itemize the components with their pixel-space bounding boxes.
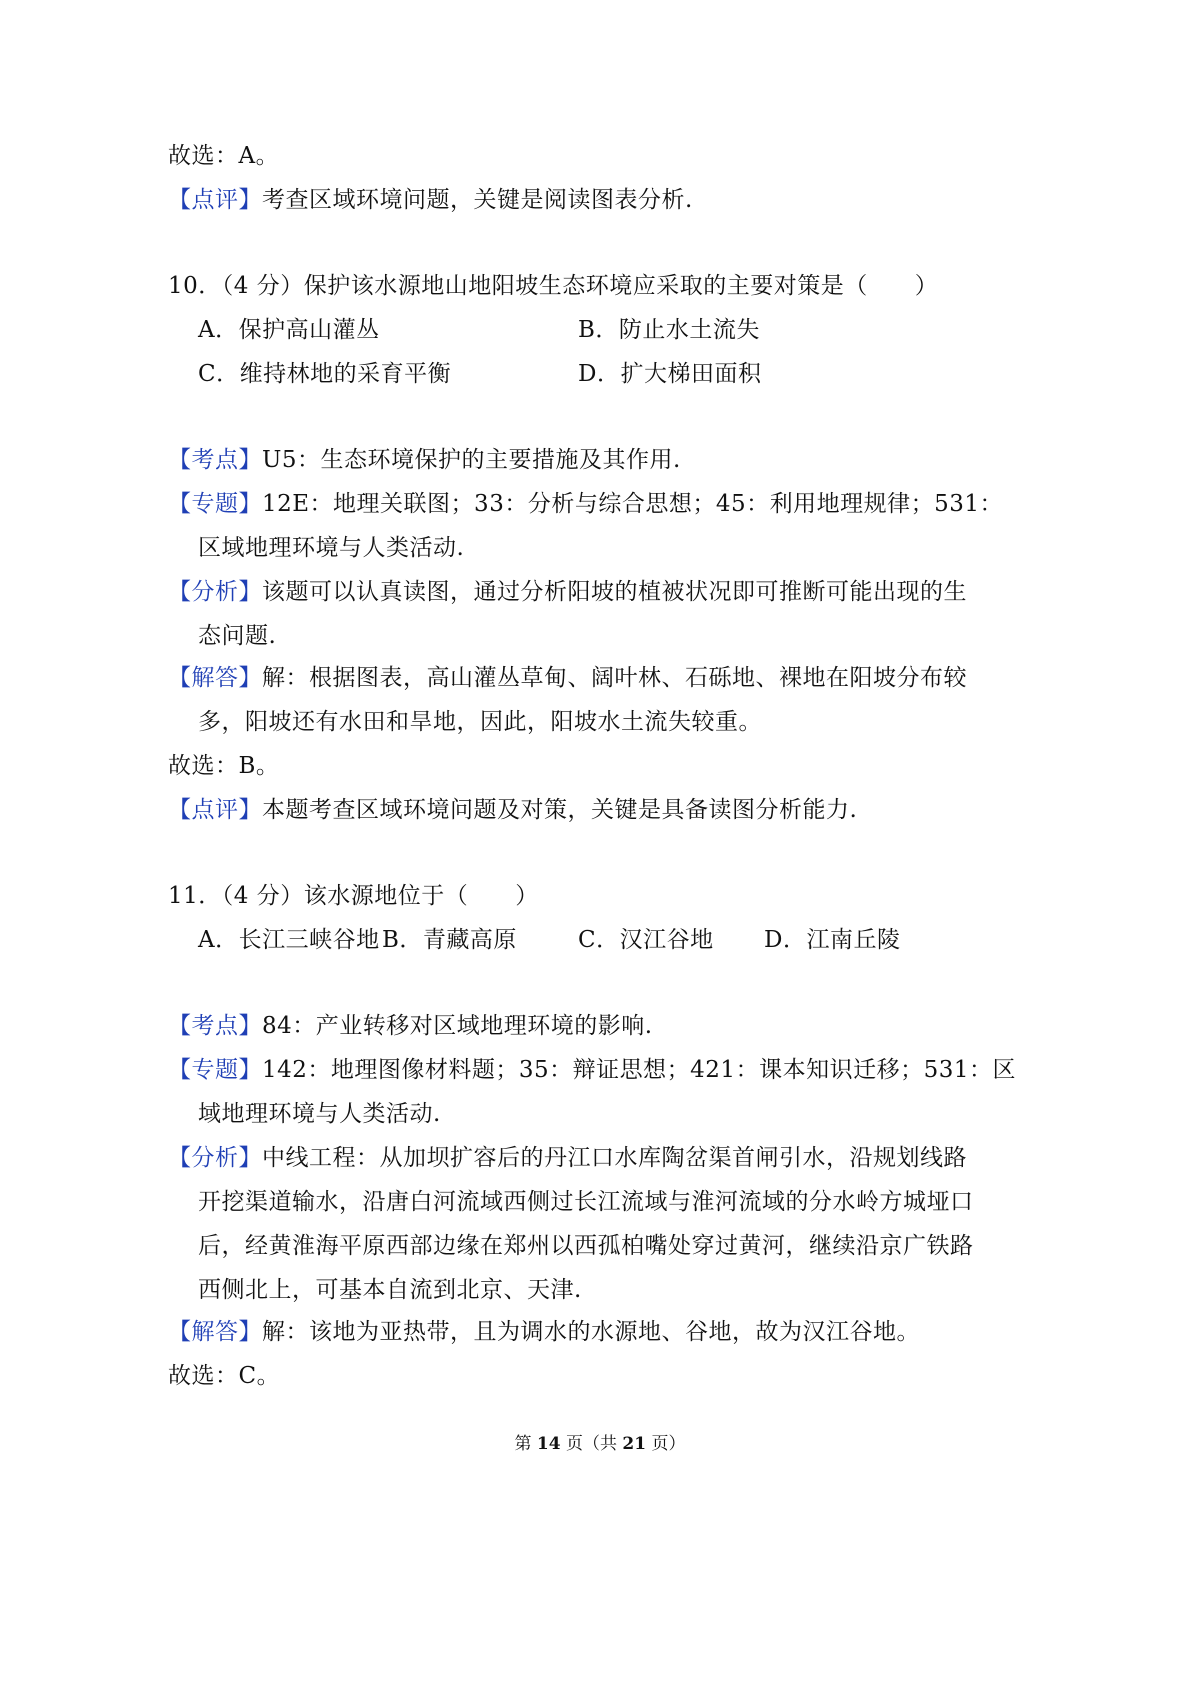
- fenxi-tag: 【分析】: [168, 1145, 262, 1171]
- q10-option-a: A．保护高山灌丛: [198, 317, 380, 343]
- q11-fenxi: [168, 1142, 967, 1174]
- page-total: 21: [622, 1434, 647, 1454]
- q11-zhuanti: [168, 1054, 1016, 1086]
- kaodian-tag: 【考点】: [168, 1013, 262, 1039]
- fenxi-tag: 【分析】: [168, 579, 262, 605]
- q11-fenxi-cont-3: 西侧北上，可基本自流到北京、天津.: [198, 1277, 582, 1303]
- answer-q9: 故选：A。: [168, 143, 280, 169]
- page-footer: [0, 1432, 1200, 1456]
- q11-option-b: B．青藏高原: [382, 927, 517, 953]
- review-tag: 【点评】: [168, 797, 262, 823]
- q11-kaodian: [168, 1010, 653, 1042]
- review-text: 本题考查区域环境问题及对策，关键是具备读图分析能力.: [262, 797, 858, 823]
- page-number: 14: [536, 1434, 561, 1454]
- q10-option-c: C．维持林地的采育平衡: [198, 361, 452, 387]
- footer-suffix: 页）: [651, 1434, 686, 1454]
- q11-option-a: A．长江三峡谷地: [198, 927, 380, 953]
- footer-prefix: 第: [514, 1434, 532, 1454]
- kaodian-tag: 【考点】: [168, 447, 262, 473]
- zhuanti-text: 142：地理图像材料题；35：辩证思想；421：课本知识迁移；531：区: [262, 1057, 1016, 1083]
- zhuanti-tag: 【专题】: [168, 491, 262, 517]
- review-tag: 【点评】: [168, 187, 262, 213]
- q11-jieda: [168, 1316, 920, 1348]
- q11-fenxi-cont-2: 后，经黄淮海平原西部边缘在郑州以西孤柏嘴处穿过黄河，继续沿京广铁路: [198, 1233, 974, 1259]
- jieda-text: 解：该地为亚热带，且为调水的水源地、谷地，故为汉江谷地。: [262, 1319, 920, 1345]
- answer-q11: 故选：C。: [168, 1363, 281, 1389]
- kaodian-text: U5：生态环境保护的主要措施及其作用.: [262, 447, 681, 473]
- fenxi-text: 中线工程：从加坝扩容后的丹江口水库陶岔渠首闸引水，沿规划线路: [262, 1145, 967, 1171]
- q11-option-d: D．江南丘陵: [764, 927, 901, 953]
- fenxi-text: 该题可以认真读图，通过分析阳坡的植被状况即可推断可能出现的生: [262, 579, 967, 605]
- jieda-tag: 【解答】: [168, 1319, 262, 1345]
- q10-fenxi: [168, 576, 967, 608]
- review-q9: [168, 184, 693, 216]
- answer-q10: 故选：B。: [168, 753, 280, 779]
- q10-option-b: B．防止水土流失: [578, 317, 760, 343]
- kaodian-text: 84：产业转移对区域地理环境的影响.: [262, 1013, 653, 1039]
- q10-jieda-cont: 多，阳坡还有水田和旱地，因此，阳坡水土流失较重。: [198, 709, 762, 735]
- question-10-stem: 10．（4 分）保护该水源地山地阳坡生态环境应采取的主要对策是（ ）: [168, 273, 939, 299]
- q10-jieda: [168, 662, 967, 694]
- q11-zhuanti-cont: 域地理环境与人类活动.: [198, 1101, 441, 1127]
- review-text: 考查区域环境问题，关键是阅读图表分析.: [262, 187, 693, 213]
- jieda-tag: 【解答】: [168, 665, 262, 691]
- zhuanti-text: 12E：地理关联图；33：分析与综合思想；45：利用地理规律；531：: [262, 491, 1003, 517]
- q10-kaodian: [168, 444, 681, 476]
- q10-zhuanti: [168, 488, 1003, 520]
- footer-mid: 页（共: [566, 1434, 617, 1454]
- review-q10: [168, 794, 857, 826]
- q11-option-c: C．汉江谷地: [578, 927, 714, 953]
- question-11-stem: 11．（4 分）该水源地位于（ ）: [168, 883, 539, 909]
- zhuanti-tag: 【专题】: [168, 1057, 262, 1083]
- q11-fenxi-cont-1: 开挖渠道输水，沿唐白河流域西侧过长江流域与淮河流域的分水岭方城垭口: [198, 1189, 974, 1215]
- jieda-text: 解：根据图表，高山灌丛草甸、阔叶林、石砾地、裸地在阳坡分布较: [262, 665, 967, 691]
- q10-option-d: D．扩大梯田面积: [578, 361, 762, 387]
- q10-fenxi-cont: 态问题.: [198, 623, 277, 649]
- q10-zhuanti-cont: 区域地理环境与人类活动.: [198, 535, 465, 561]
